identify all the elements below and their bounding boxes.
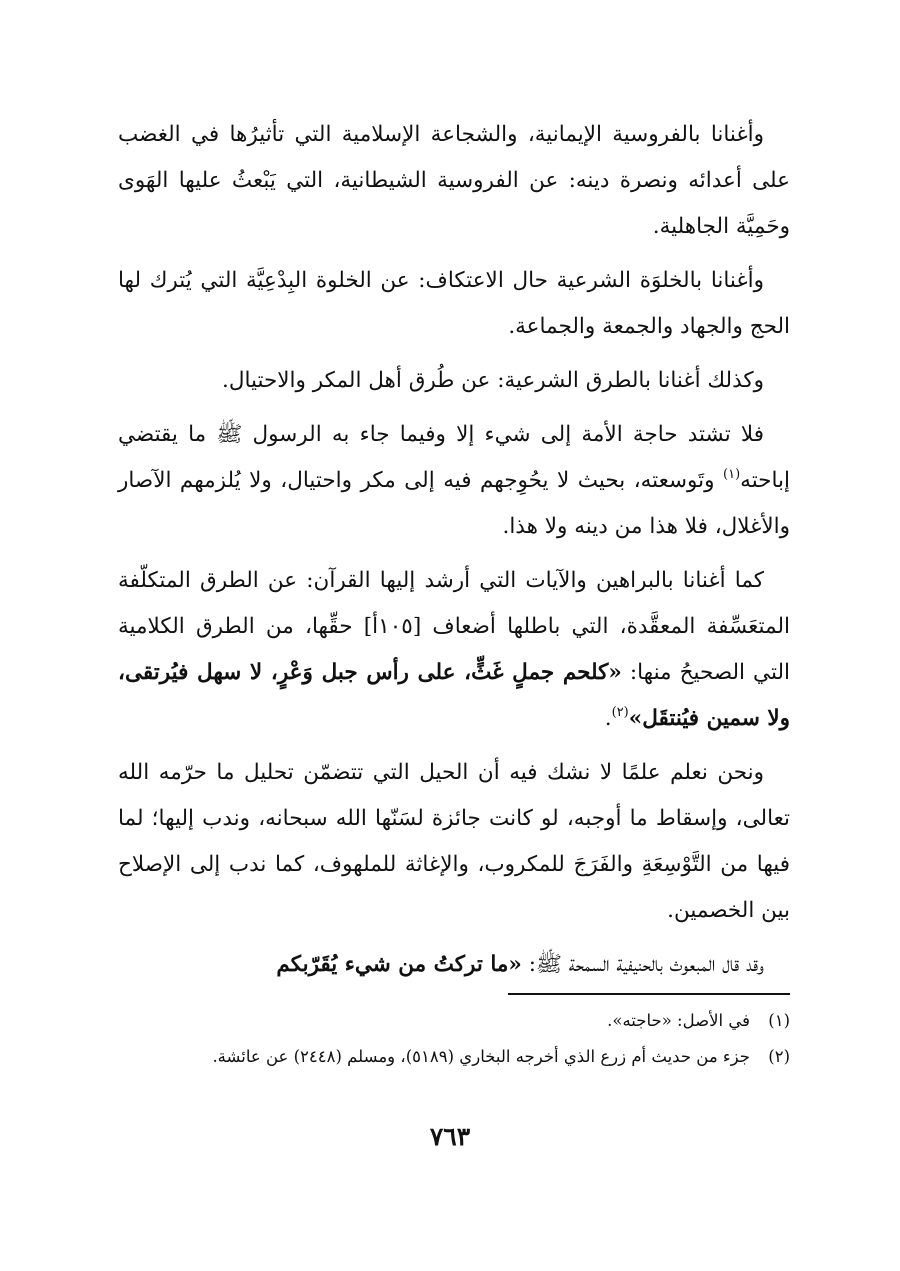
paragraph-7 xyxy=(118,942,790,988)
paragraph-5 xyxy=(118,558,790,742)
paragraph-3-text: وكذلك أغنانا بالطرق الشرعية: عن طُرق أهل المكر والاحتيال. xyxy=(222,368,764,393)
paragraph-3 xyxy=(118,358,790,404)
footnote-1 xyxy=(118,1004,790,1038)
paragraph-7-text: وقد قال المبعوث بالحنيفية السمحة ﷺ: xyxy=(521,952,764,977)
footnote-ref-2[interactable]: (٢) xyxy=(611,705,629,720)
paragraph-6 xyxy=(118,750,790,934)
footnote-2-number: (٢) xyxy=(768,1047,790,1066)
footnote-1-text: في الأصل: «حاجته». xyxy=(607,1011,750,1030)
paragraph-2 xyxy=(118,258,790,350)
footnote-2 xyxy=(118,1040,790,1074)
paragraph-5-end: . xyxy=(604,706,612,731)
footnote-separator xyxy=(508,993,790,995)
hadith-quote: «كلحم جملٍ غَثٍّ، على رأس جبل وَعْرٍ، لا سهل فيُرتقى، ولا سمين فيُنتقَل» xyxy=(118,660,790,731)
footnote-2-text: جزء من حديث أم زرع الذي أخرجه البخاري (٥١٨٩)، ومسلم (٢٤٤٨) عن عائشة. xyxy=(212,1047,750,1066)
paragraph-4-text-b: وتَوسعته، بحيث لا يحُوِجهم فيه إلى مكر واحتيال، ولا يُلزمهم الآصار والأغلال، فلا هذا من دينه ولا هذا. xyxy=(118,468,790,539)
footnotes xyxy=(118,1004,790,1076)
paragraph-6-text: ونحن نعلم علمًا لا نشك فيه أن الحيل التي تتضمّن تحليل ما حرّمه الله تعالى، وإسقاط ما أوجبه، لو كانت جائزة لسَنّها الله سبحانه، وندب إليها؛ لما فيها من التَّوْسِعَةِ والفَرَجَ للمكروب، والإغاثة للملهوف، كما ندب إلى الإصلاح بين الخصمين. xyxy=(118,760,790,923)
paragraph-4-text-a: فلا تشتد حاجة الأمة إلى شيء إلا وفيما جاء به الرسول ﷺ ما يقتضي إباحته xyxy=(118,422,790,493)
hadith-quote-2: «ما تركتُ من شيء يُقَرّبكم xyxy=(276,952,522,977)
paragraph-1-text: وأغنانا بالفروسية الإيمانية، والشجاعة الإسلامية التي تأثيرُها في الغضب على أعدائه ونصرة دينه: عن الفروسية الشيطانية، التي يَبْعثُ عليها الهَوى وحَمِيَّة الجاهلية. xyxy=(118,122,790,239)
footnote-1-number: (١) xyxy=(768,1011,790,1030)
page-number: ٧٦٣ xyxy=(429,1122,471,1151)
paragraph-1 xyxy=(118,112,790,250)
paragraph-5-text: كما أغنانا بالبراهين والآيات التي أرشد إليها القرآن: عن الطرق المتكلّفة المتعَسِّفة المعقَّدة، التي باطلها أضعاف [١٠٥أ] حقِّها، من الطرق الكلامية التي الصحيحُ منها: xyxy=(118,568,790,685)
paragraph-2-text: وأغنانا بالخلوَة الشرعية حال الاعتكاف: عن الخلوة البِدْعِيَّة التي يُترك لها الحج والجهاد والجمعة والجماعة. xyxy=(118,268,790,339)
footnote-ref-1[interactable]: (١) xyxy=(723,467,741,482)
main-text xyxy=(118,112,790,996)
paragraph-4 xyxy=(118,412,790,550)
